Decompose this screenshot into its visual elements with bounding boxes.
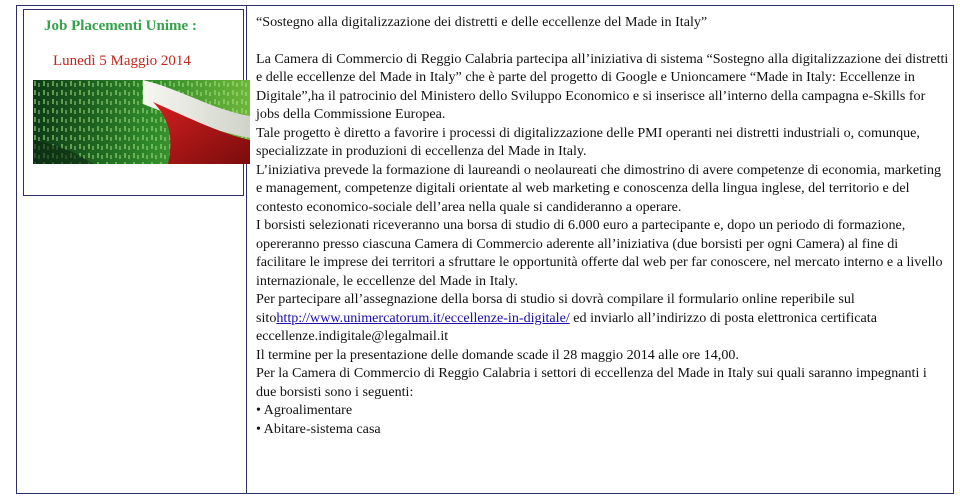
italy-flag-banner-image bbox=[33, 80, 250, 164]
paragraph-5-lead: Per partecipare all’assegnazione della borsa di studio si dovrà compilare il formulario online reperibile sul sito bbox=[256, 291, 855, 326]
bullet-item: • Agroalimentare bbox=[256, 402, 353, 418]
article-paragraph-1: La Camera di Commercio di Reggio Calabria partecipa all’iniziativa di sistema “Sostegno alla digitalizzazione dei distretti e delle eccellenze del Made in Italy” che è parte del progetto di Google e Unioncamere “Made in Italy: Eccellenze in Digitale”,ha il patrocinio del Ministero dello Sviluppo Economico e si inserisce all’interno della campagna e-Skills for jobs della Commissione Europea. bbox=[256, 50, 949, 122]
bullet-item: • Abitare-sistema casa bbox=[256, 420, 381, 437]
italy-flag-banner-graphic bbox=[33, 80, 250, 164]
article-paragraph-2: Tale progetto è diretto a favorire i processi di digitalizzazione delle PMI operanti nei distretti industriali o, comunque, specializzate in produzioni di eccellenza del Made in Italy. bbox=[256, 124, 920, 159]
article-body bbox=[256, 13, 950, 438]
article-paragraph-5 bbox=[256, 290, 950, 346]
article-headline: “Sostegno alla digitalizzazione dei distretti e delle eccellenze del Made in Italy” bbox=[256, 14, 708, 30]
unimercatorum-link[interactable]: http://www.unimercatorum.it/eccellenze-in-digitale/ bbox=[276, 309, 570, 326]
paragraph-5-tail: ed inviarlo all’indirizzo di posta elettronica certificata eccellenze.indigitale@legalmail.it bbox=[256, 309, 877, 344]
article-paragraph-7: Per la Camera di Commercio di Reggio Calabria i settori di eccellenza del Made in Italy sui quali saranno impegnanti i due borsisti sono i seguenti: bbox=[256, 365, 927, 400]
article-paragraph-3: L’iniziativa prevede la formazione di laureandi o neolaureati che dimostrino di avere competenze di economia, marketing e management, competenze digitali orientate al web marketing e conoscenza della lingua inglese, del territorio e del contesto economico-sociale dell’area nella quale si candideranno a operare. bbox=[256, 161, 942, 215]
sidebar bbox=[16, 5, 247, 494]
article-paragraph-4: I borsisti selezionati riceveranno una borsa di studio di 6.000 euro a partecipante e, dopo un periodo di formazione, opereranno presso ciascuna Camera di Commercio aderente all’iniziativa (due borsisti per ogni Camera) al fine di facilitare le imprese dei territori a sfruttare le opportunità offerte dal web per far conoscere, nel mercato interno e a livello internazionale, le eccellenze del Made in Italy. bbox=[256, 217, 943, 289]
sidebar-card bbox=[23, 9, 244, 196]
sidebar-title: Job Placementi Unime : bbox=[44, 18, 197, 34]
sidebar-date: Lunedì 5 Maggio 2014 bbox=[53, 53, 191, 69]
article-paragraph-6: Il termine per la presentazione delle domande scade il 28 maggio 2014 alle ore 14,00. bbox=[256, 346, 739, 363]
